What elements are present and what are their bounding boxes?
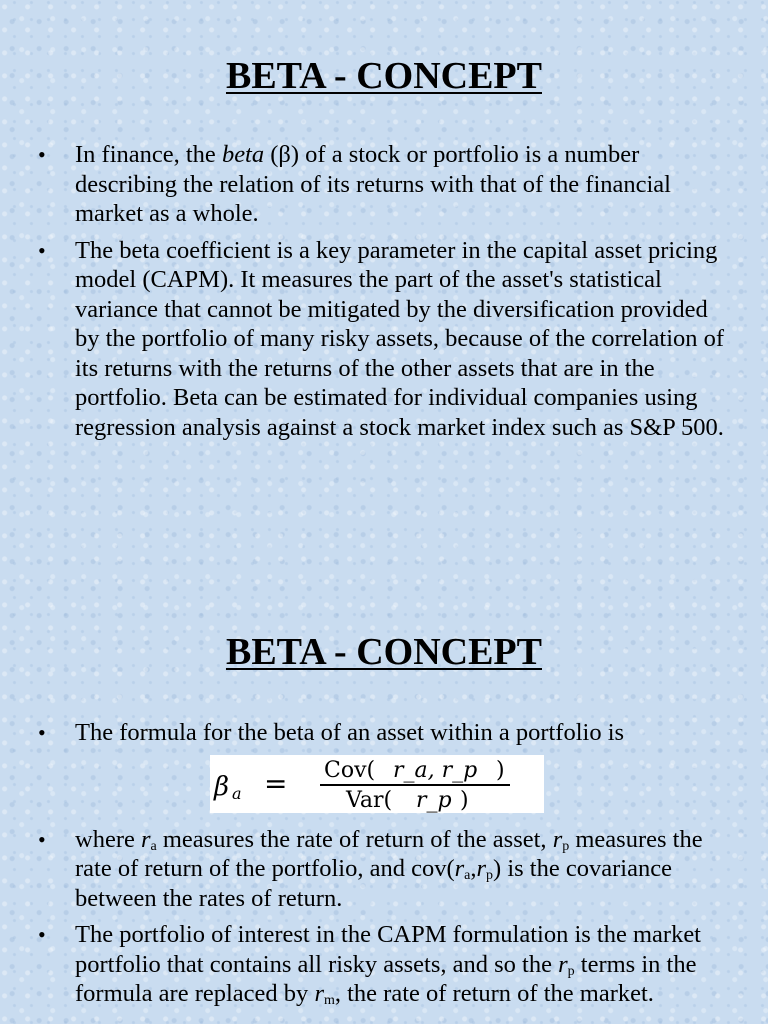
bullet-icon: •: [38, 720, 46, 745]
formula-numerator: Cov(: [324, 757, 376, 783]
beta-formula: [210, 755, 544, 813]
list-item: • The formula for the beta of an asset within a portfolio is: [38, 719, 625, 746]
formula-beta-symbol: β: [214, 771, 230, 802]
formula-numerator-args: r_a, r_p: [393, 757, 478, 783]
formula-row: [38, 755, 728, 813]
slide-2: [0, 512, 768, 1024]
bullet-icon: •: [38, 237, 46, 263]
svg-text:): ): [496, 757, 505, 783]
svg-text:): ): [460, 787, 469, 813]
list-item: • where $r_a$ measures the rate of return of the asset, $r_p$ measures the rate of return of the portfolio, and $cov(r_a,r_p)$ is the covariance between the rates of return.: [38, 825, 703, 912]
bullet-icon: •: [38, 142, 46, 167]
bullet-icon: •: [38, 922, 46, 947]
slide-title: BETA - CONCEPT: [225, 55, 542, 97]
formula-beta-subscript: a: [232, 783, 242, 803]
bullet-icon: •: [38, 826, 46, 852]
list-item: • In finance, the beta (β) of a stock or portfolio is a number describing the relation of its returns with that of the financial market as a whole.: [38, 141, 671, 227]
list-item: • The beta coefficient is a key parameter in the capital asset pricing model (CAPM). It measures the part of the asset's statistical variance that cannot be mitigated by the diversification provided by the portfolio of many risky assets, because of the correlation of its returns with the returns of the other assets that are in the portfolio. Beta can be estimated for individual companies using regression analysis against a stock market index such as S&P 500.: [38, 236, 725, 441]
formula-denominator-args: r_p: [416, 787, 452, 813]
beta-formula-image: [210, 755, 544, 813]
formula-equals: =: [264, 766, 288, 800]
bullet-list: [38, 718, 728, 1016]
list-item: • The portfolio of interest in the CAPM formulation is the market portfolio that contains all risky assets, and so the $r_p$ terms in the formula are replaced by $r_m$, the rate of return of the market.: [38, 921, 701, 1008]
slide-title: BETA - CONCEPT: [225, 631, 542, 673]
bullet-list: [38, 140, 728, 449]
formula-denominator: Var(: [346, 787, 393, 813]
